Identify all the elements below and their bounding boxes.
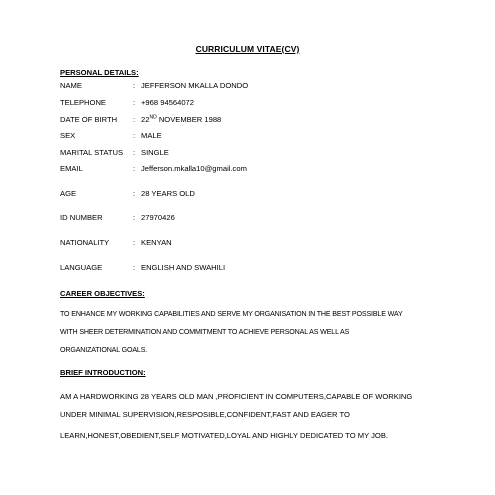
dob-day: 22 bbox=[141, 115, 150, 124]
field-value: Jefferson.mkalla10@gmail.com bbox=[141, 164, 247, 173]
field-value: ENGLISH AND SWAHILI bbox=[141, 263, 226, 272]
field-label: NAME bbox=[60, 81, 82, 90]
personal-details-heading: PERSONAL DETAILS: bbox=[60, 68, 139, 77]
field-colon: : bbox=[133, 131, 136, 140]
introduction-line: AM A HARDWORKING 28 YEARS OLD MAN ,PROFICIENT IN COMPUTERS,CAPABLE OF WORKING bbox=[60, 392, 413, 401]
brief-introduction-heading: BRIEF INTRODUCTION: bbox=[60, 368, 146, 377]
introduction-line: UNDER MINIMAL SUPERVISION,RESPOSIBLE,CONFIDENT,FAST AND EAGER TO bbox=[60, 410, 350, 419]
field-label: AGE bbox=[60, 189, 77, 198]
field-label: NATIONALITY bbox=[60, 238, 110, 247]
field-label: SEX bbox=[60, 131, 76, 140]
field-value: KENYAN bbox=[141, 238, 172, 247]
field-label: TELEPHONE bbox=[60, 98, 106, 107]
field-colon: : bbox=[133, 148, 136, 157]
field-value: JEFFERSON MKALLA DONDO bbox=[141, 81, 249, 90]
career-objectives-heading: CAREER OBJECTIVES: bbox=[60, 289, 145, 298]
field-label: LANGUAGE bbox=[60, 263, 103, 272]
field-colon: : bbox=[133, 213, 136, 222]
field-label: ID NUMBER bbox=[60, 213, 103, 222]
field-value: SINGLE bbox=[141, 148, 169, 157]
introduction-line: LEARN,HONEST,OBEDIENT,SELF MOTIVATED,LOYAL AND HIGHLY DEDICATED TO MY JOB. bbox=[60, 431, 389, 440]
dob-day-suffix: ND bbox=[149, 114, 157, 121]
career-objective-line: ORGANIZATIONAL GOALS. bbox=[60, 346, 148, 354]
field-label: MARITAL STATUS bbox=[60, 148, 124, 157]
field-label: EMAIL bbox=[60, 164, 83, 173]
field-value: MALE bbox=[141, 131, 162, 140]
document-title: CURRICULUM VITAE(CV) bbox=[195, 44, 300, 54]
field-value bbox=[141, 115, 221, 124]
field-colon: : bbox=[133, 164, 136, 173]
field-colon: : bbox=[133, 98, 136, 107]
career-objective-line: TO ENHANCE MY WORKING CAPABILITIES AND SERVE MY ORGANISATION IN THE BEST POSSIBLE WAY bbox=[60, 310, 403, 318]
field-value: +968 94564072 bbox=[141, 98, 195, 107]
field-value: 28 YEARS OLD bbox=[141, 189, 195, 198]
field-colon: : bbox=[133, 115, 136, 124]
dob-month-year: NOVEMBER 1988 bbox=[158, 115, 222, 124]
field-colon: : bbox=[133, 263, 136, 272]
career-objective-line: WITH SHEER DETERMINATION AND COMMITMENT TO ACHIEVE PERSONAL AS WELL AS bbox=[60, 328, 350, 336]
field-value: 27970426 bbox=[141, 213, 175, 222]
field-colon: : bbox=[133, 238, 136, 247]
field-colon: : bbox=[133, 189, 136, 198]
field-label: DATE OF BIRTH bbox=[60, 115, 118, 124]
field-colon: : bbox=[133, 81, 136, 90]
